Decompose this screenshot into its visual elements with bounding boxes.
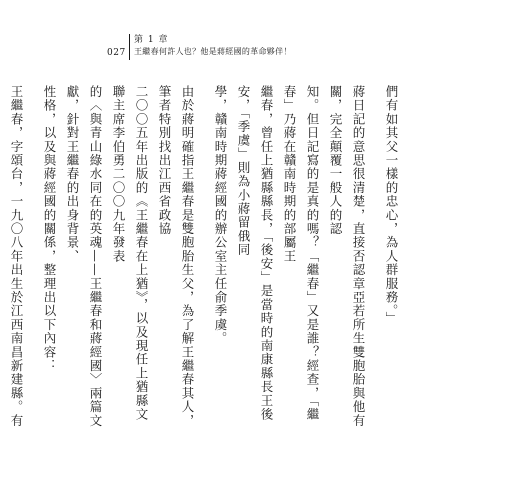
chapter-label: 第 1 章 — [134, 35, 169, 45]
text-column: 學，贛南時期蔣經國的辦公室主任俞季虞。 — [213, 85, 228, 346]
page-number: 027 — [107, 48, 126, 58]
text-column: 的〈與青山綠水同在的英魂——王繼春和蔣經國〉兩篇文獻，針對王繼春的出身背景、 — [65, 85, 103, 428]
text-column: 由於蔣明確指王繼春是雙胞胎生父，為了解王繼春其人，筆者特別找出江西省政協 — [157, 85, 195, 428]
text-column: 性格，以及與蔣經國的關係，整理出以下內容： — [42, 85, 57, 373]
text-column: 二〇〇五年出版的《王繼春在上猶》，以及現任上猶縣文聯主席李伯勇二〇〇九年發表 — [111, 85, 149, 422]
body-text — [0, 85, 403, 430]
text-column: 繼春，曾任上猶縣縣長，「後安」是當時的南康縣長王後安，「季虞」則為小蔣留俄同 — [236, 85, 274, 422]
text-column: 蔣日記的意思很清楚，直接否認章亞若所生雙胞胎與他有關，完全顛覆一般人的認 — [328, 85, 366, 428]
chapter-title: 王繼春何許人也？他是蔣經國的革命夥伴！ — [134, 47, 292, 56]
text-column: 知。但日記寫的是真的嗎？「繼春」又是誰？經查，「繼春」乃蔣在贛南時期的部屬王 — [282, 85, 320, 422]
text-column: 們有如其父一樣的忠心，為人群服務。」 — [384, 85, 399, 326]
text-column: 王繼春，字頌台，一九〇八年出生於江西南昌新建縣。有 — [9, 85, 24, 428]
header-divider — [129, 34, 130, 60]
